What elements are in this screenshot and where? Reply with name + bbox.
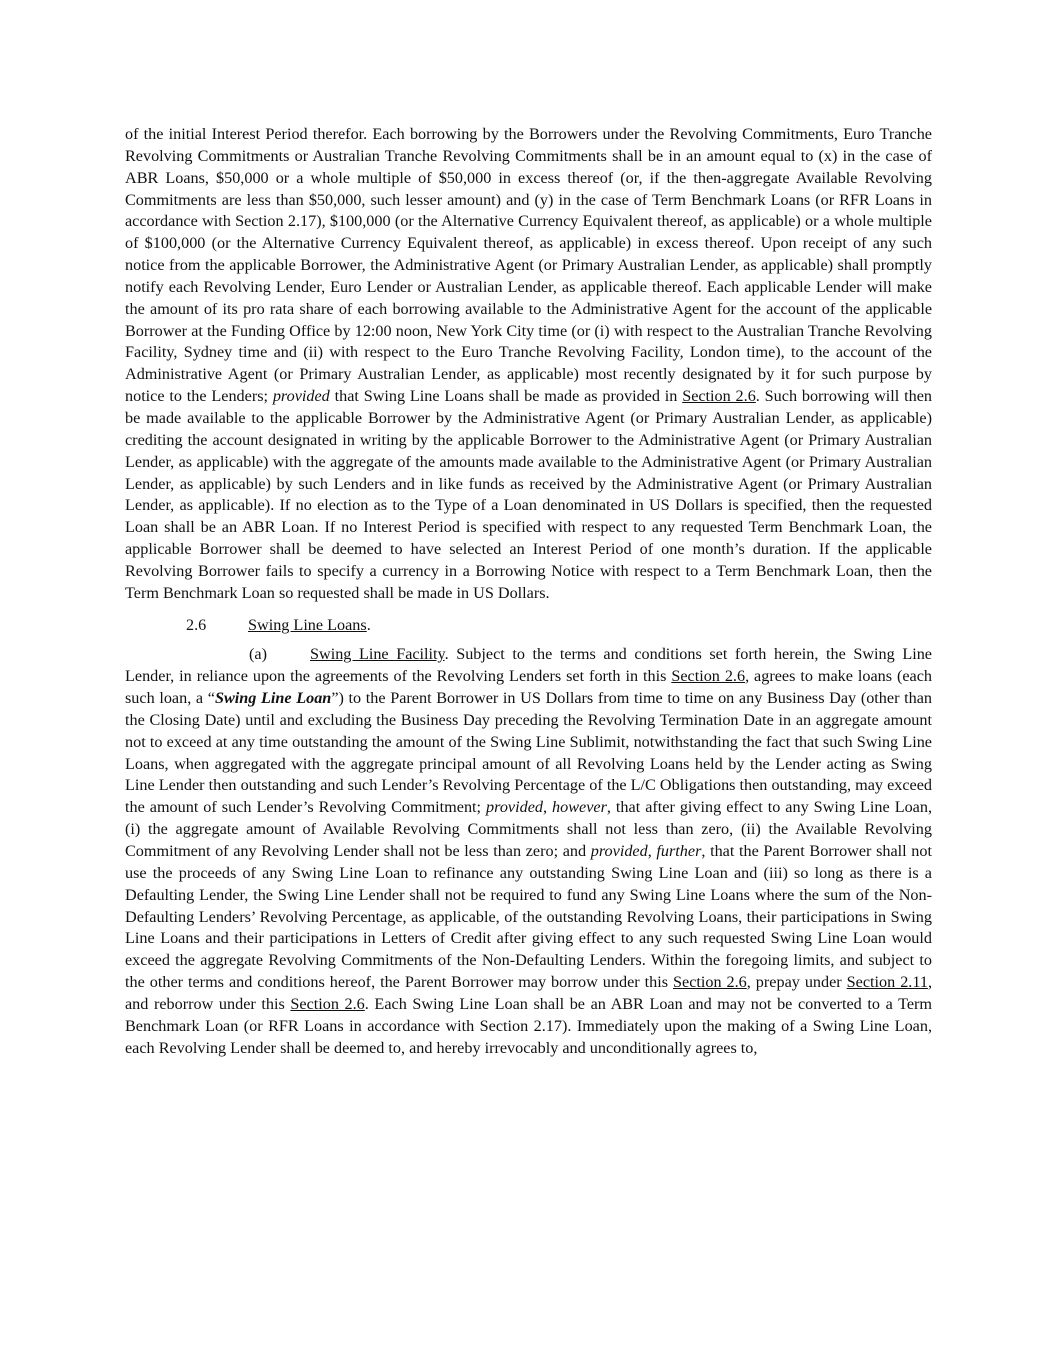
subsection-title: Swing Line Facility: [310, 645, 445, 664]
section-number: 2.6: [186, 615, 207, 634]
section-reference: Section 2.6: [682, 387, 756, 406]
subsection-label: (a): [249, 645, 267, 664]
defined-term: Swing Line Loan: [214, 689, 332, 708]
further-term: further: [656, 842, 702, 860]
borrowing-procedure-paragraph: of the initial Interest Period therefor. Each borrowing by the Borrowers under the Revolving Commitments, Euro Tranche Revolving Commitments or Australian Tranche Revolving Commitments shall be in an amount equal to (x) in the case of ABR Loans, $50,000 or a whole multiple of $50,000 in excess thereof (or, if the then-aggregate Available Revolving Commitments are less than $50,000, such lesser amount) and (y) in the case of Term Benchmark Loans (or RFR Loans in accordance with Section 2.17), $100,000 (or the Alternative Currency Equivalent thereof, as applicable) or a whole multiple of $100,000 (or the Alternative Currency Equivalent thereof, as applicable) in excess thereof. Upon receipt of any such notice from the applicable Borrower, the Administrative Agent (or Primary Australian Lender, as applicable) shall promptly notify each Revolving Lender, Euro Lender or Australian Lender, as applicable thereof. Each applicable Lender will make the amount of its pro rata share of each borrowing available to the Administrative Agent for the account of the applicable Borrower at the Funding Office by 12:00 noon, New York City time (or (i) with respect to the Australian Tranche Revolving Facility, Sydney time and (ii) with respect to the Euro Tranche Revolving Facility, London time), to the account of the Administrative Agent (or Primary Australian Lender, as applicable) most recently designated by it for such purpose by notice to the Lenders; provided that Swing Line Loans shall be made as provided in Section 2.6. Such borrowing will then be made available to the applicable Borrower by the Administrative Agent (or Primary Australian Lender, as applicable) crediting the account designated in writing by the applicable Borrower to the Administrative Agent (or Primary Australian Lender, as applicable) with the aggregate of the amounts made available to the Administrative Agent (or Primary Australian Lender, as applicable) by such Lenders and in like funds as received by the Administrative Agent (or Primary Australian Lender, as applicable). If no election as to the Type of a Loan denominated in US Dollars is specified, then the requested Loan shall be an ABR Loan. If no Interest Period is specified with respect to any requested Term Benchmark Loan, the applicable Borrower shall be deemed to have selected an Interest Period of one month’s duration. If the applicable Revolving Borrower fails to specify a currency in a Borrowing Notice with respect to a Term Benchmark Loan, then the Term Benchmark Loan so requested shall be made in US Dollars.: [125, 125, 932, 602]
provided-term: provided: [272, 387, 330, 406]
document-page: [125, 124, 932, 1059]
section-title: Swing Line Loans: [248, 615, 367, 634]
provided-term: provided: [590, 842, 648, 860]
section-heading: 2.6 Swing Line Loans.: [125, 615, 932, 637]
section-reference: Section 2.6: [290, 994, 365, 1013]
provided-term: provided: [486, 798, 543, 817]
however-term: however: [552, 798, 607, 817]
section-reference: Section 2.6: [671, 667, 746, 686]
subsection-a-paragraph: (a) Swing Line Facility. Subject to the terms and conditions set forth herein, the Swing Line Lender, in reliance upon the agreements of the Revolving Lenders set forth in this Section 2.6, agrees to make loans (each such loan, a “Swing Line Loan”) to the Parent Borrower in US Dollars from time to time on any Business Day (other than the Closing Date) until and excluding the Business Day preceding the Revolving Termination Date in an aggregate amount not to exceed at any time outstanding the amount of the Swing Line Sublimit, notwithstanding the fact that such Swing Line Loans, when aggregated with the aggregate principal amount of all Revolving Loans held by the Lender acting as Swing Line Lender then outstanding and such Lender’s Revolving Percentage of the L/C Obligations then outstanding, may exceed the amount of such Lender’s Revolving Commitment; provided, however, that after giving effect to any Swing Line Loan, (i) the aggregate amount of Available Revolving Commitments shall not less than zero, (ii) the Available Revolving Commitment of any Revolving Lender shall not be less than zero; and provided, further, that the Parent Borrower shall not use the proceeds of any Swing Line Loan to refinance any outstanding Swing Line Loan and (iii) so long as there is a Defaulting Lender, the Swing Line Lender shall not be required to fund any Swing Line Loans where the sum of the Non-Defaulting Lenders’ Revolving Percentage, as applicable, of the outstanding Revolving Loans, their participations in Swing Line Loans and their participations in Letters of Credit after giving effect to any such requested Swing Line Loan would exceed the aggregate Revolving Commitments of the Non-Defaulting Lenders. Within the foregoing limits, and subject to the other terms and conditions hereof, the Parent Borrower may borrow under this Section 2.6, prepay under Section 2.11, and reborrow under this Section 2.6. Each Swing Line Loan shall be an ABR Loan and may not be converted to a Term Benchmark Loan (or RFR Loans in accordance with Section 2.17). Immediately upon the making of a Swing Line Loan, each Revolving Lender shall be deemed to, and hereby irrevocably and unconditionally agrees to,: [125, 645, 932, 1057]
section-reference: Section 2.6: [673, 973, 747, 992]
section-reference: Section 2.11: [846, 973, 928, 992]
